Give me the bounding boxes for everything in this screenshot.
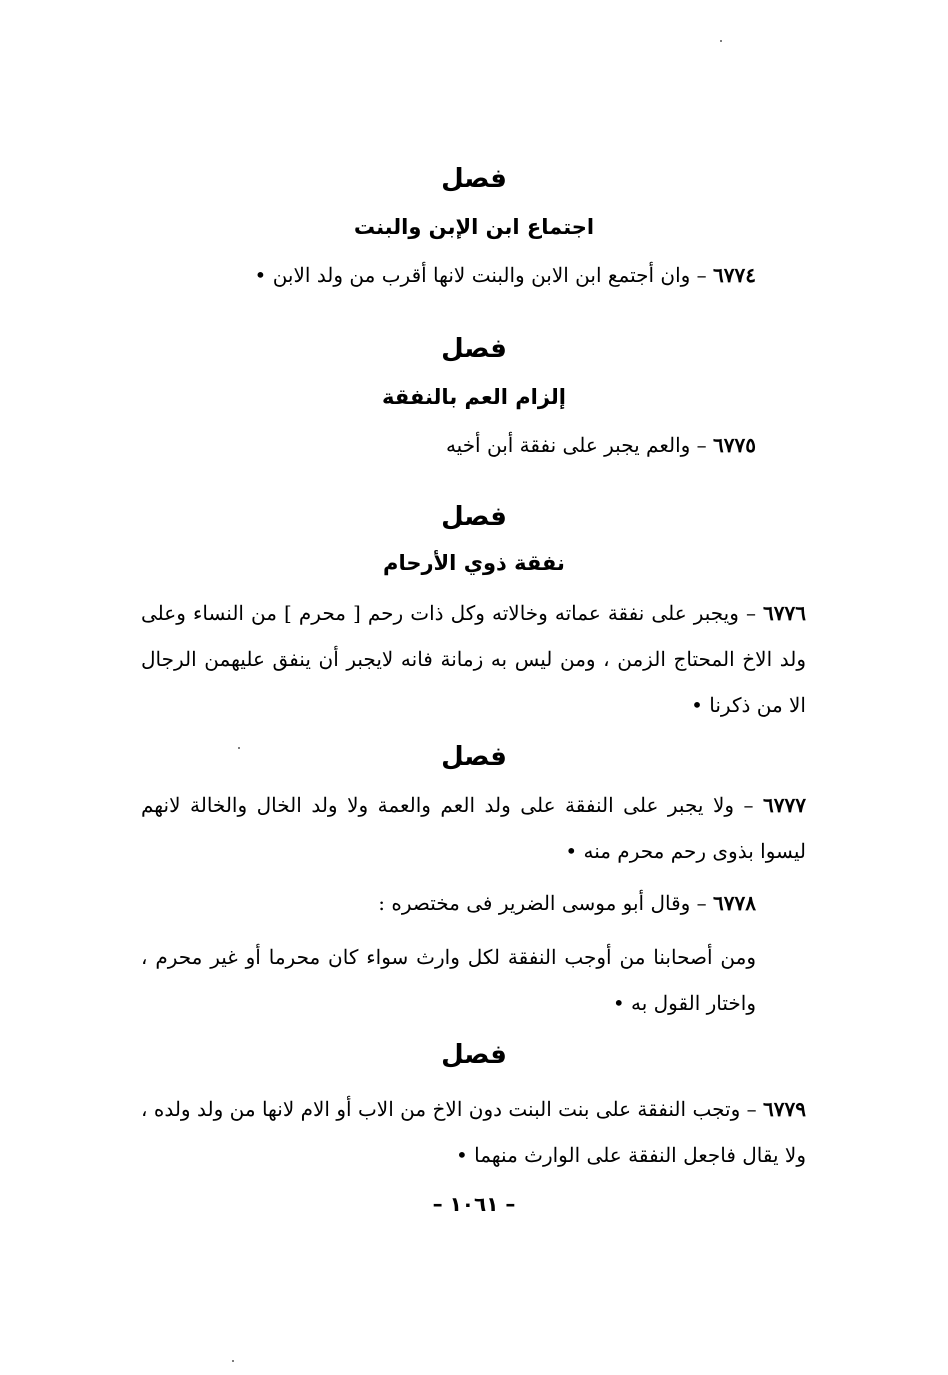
scan-speck bbox=[720, 40, 722, 42]
paragraph-text: – وان أجتمع ابن الابن والبنت لانها أقرب من ولد الابن • bbox=[254, 263, 714, 287]
paragraph-text: – وقال أبو موسى الضرير فى مختصره : bbox=[378, 891, 714, 915]
fasl-word: فصل bbox=[441, 742, 507, 772]
paragraph-number: ٦٧٧٩ bbox=[763, 1097, 806, 1121]
section-divider-fasl bbox=[0, 740, 948, 780]
fasl-word: فصل bbox=[441, 502, 507, 532]
paragraph bbox=[141, 880, 756, 926]
paragraph bbox=[156, 252, 756, 298]
paragraph bbox=[141, 590, 806, 728]
scan-speck bbox=[232, 1360, 234, 1362]
fasl-word: فصل bbox=[441, 334, 507, 364]
paragraph-number: ٦٧٧٥ bbox=[713, 433, 756, 457]
paragraph-text: – وتجب النفقة على بنت البنت دون الاخ من الاب أو الام لانها من ولد ولده ، ولا يقال فاجعل النفقة على الوارث منهما • bbox=[141, 1097, 806, 1167]
paragraph bbox=[141, 1086, 806, 1178]
fasl-word: فصل bbox=[441, 1040, 507, 1070]
paragraph-number: ٦٧٧٦ bbox=[763, 601, 806, 625]
fasl-word: فصل bbox=[441, 164, 507, 194]
section-divider-fasl bbox=[0, 332, 948, 372]
paragraph-text: – والعم يجبر على نفقة أبن أخيه bbox=[445, 433, 714, 457]
paragraph bbox=[196, 422, 756, 468]
section-divider-fasl bbox=[0, 500, 948, 540]
paragraph bbox=[141, 934, 756, 1026]
paragraph-number: ٦٧٧٧ bbox=[763, 793, 806, 817]
paragraph-text: ومن أصحابنا من أوجب النفقة لكل وارث سواء كان محرما أو غير محرم ، واختار القول به • bbox=[141, 945, 756, 1015]
paragraph bbox=[141, 782, 806, 874]
section-title: نفقة ذوي الأرحام bbox=[383, 551, 565, 575]
paragraph-number: ٦٧٧٤ bbox=[713, 263, 756, 287]
page-number: – ١٠٦١ – bbox=[432, 1192, 516, 1216]
paragraph-text: – ولا يجبر على النفقة على ولد العم والعمة ولا ولد الخال والخالة لانهم ليسوا بذوى رحم محرم منه • bbox=[141, 793, 806, 863]
section-title: اجتماع ابن الإبن والبنت bbox=[353, 215, 595, 239]
paragraph-number: ٦٧٧٨ bbox=[713, 891, 756, 915]
paragraph-text: – ويجبر على نفقة عماته وخالاته وكل ذات رحم [ محرم ] من النساء وعلى ولد الاخ المحتاج الزمن ، ومن ليس به زمانة فانه لايجبر أن ينفق عليهمن الرجال الا من ذكرنا • bbox=[141, 601, 806, 717]
section-divider-fasl bbox=[0, 162, 948, 202]
section-title: إلزام العم بالنفقة bbox=[382, 385, 566, 409]
section-divider-fasl bbox=[0, 1038, 948, 1078]
